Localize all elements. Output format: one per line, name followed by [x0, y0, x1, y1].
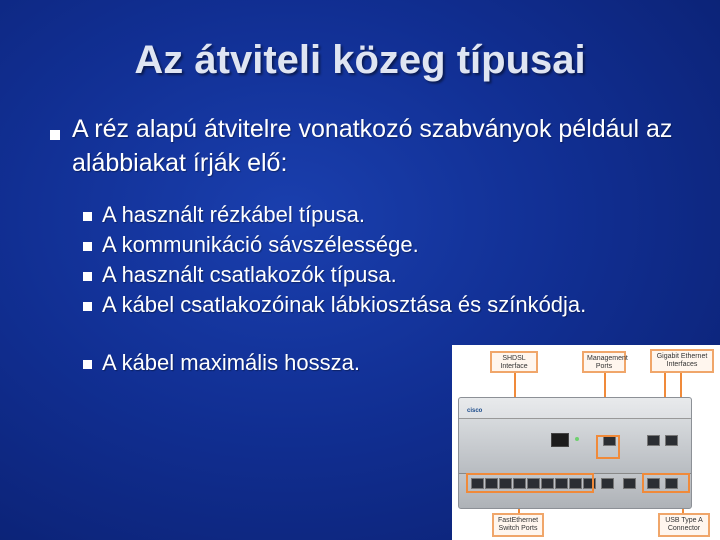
power-port-icon [551, 433, 569, 447]
main-bullet-text: A réz alapú átvitelre vonatkozó szabványok például az alábbiakat írják elő: [72, 115, 673, 177]
bullet-square-icon [83, 212, 92, 221]
sub-bullet-item [80, 260, 600, 290]
main-bullet [50, 112, 700, 180]
sub-bullet-text: A használt csatlakozók típusa. [102, 262, 397, 287]
bullet-square-icon [83, 242, 92, 251]
shdsl-port-icon [601, 478, 614, 489]
bullet-square-icon [50, 130, 60, 140]
slide-title: Az átviteli közeg típusai [134, 38, 586, 82]
port-icon [647, 435, 660, 446]
sub-bullet-item [80, 290, 600, 348]
status-led-icon [575, 437, 579, 441]
callout-usb: USB Type A Connector [658, 513, 710, 537]
sub-bullet-text: A kábel csatlakozóinak lábkiosztása és színkódja. [102, 292, 587, 317]
management-port-icon [623, 478, 636, 489]
sub-bullet-item [80, 200, 600, 230]
sub-bullet-text: A kommunikáció sávszélessége. [102, 232, 419, 257]
bullet-square-icon [83, 272, 92, 281]
bullet-square-icon [83, 360, 92, 369]
sub-bullet-text: A kábel maximális hossza. [102, 350, 360, 375]
router-front-panel [459, 418, 691, 474]
callout-management: Management Ports [582, 351, 626, 373]
port-icon [665, 435, 678, 446]
sub-bullet-text: A használt rézkábel típusa. [102, 202, 365, 227]
callout-shdsl: SHDSL Interface [490, 351, 538, 373]
cisco-logo: cisco [467, 408, 483, 414]
sub-bullet-item [80, 230, 600, 260]
callout-fastethernet: FastEthernet Switch Ports [492, 513, 544, 537]
bullet-square-icon [83, 302, 92, 311]
callout-gigabit: Gigabit Ethernet Interfaces [650, 349, 714, 373]
router-photo [452, 345, 720, 540]
